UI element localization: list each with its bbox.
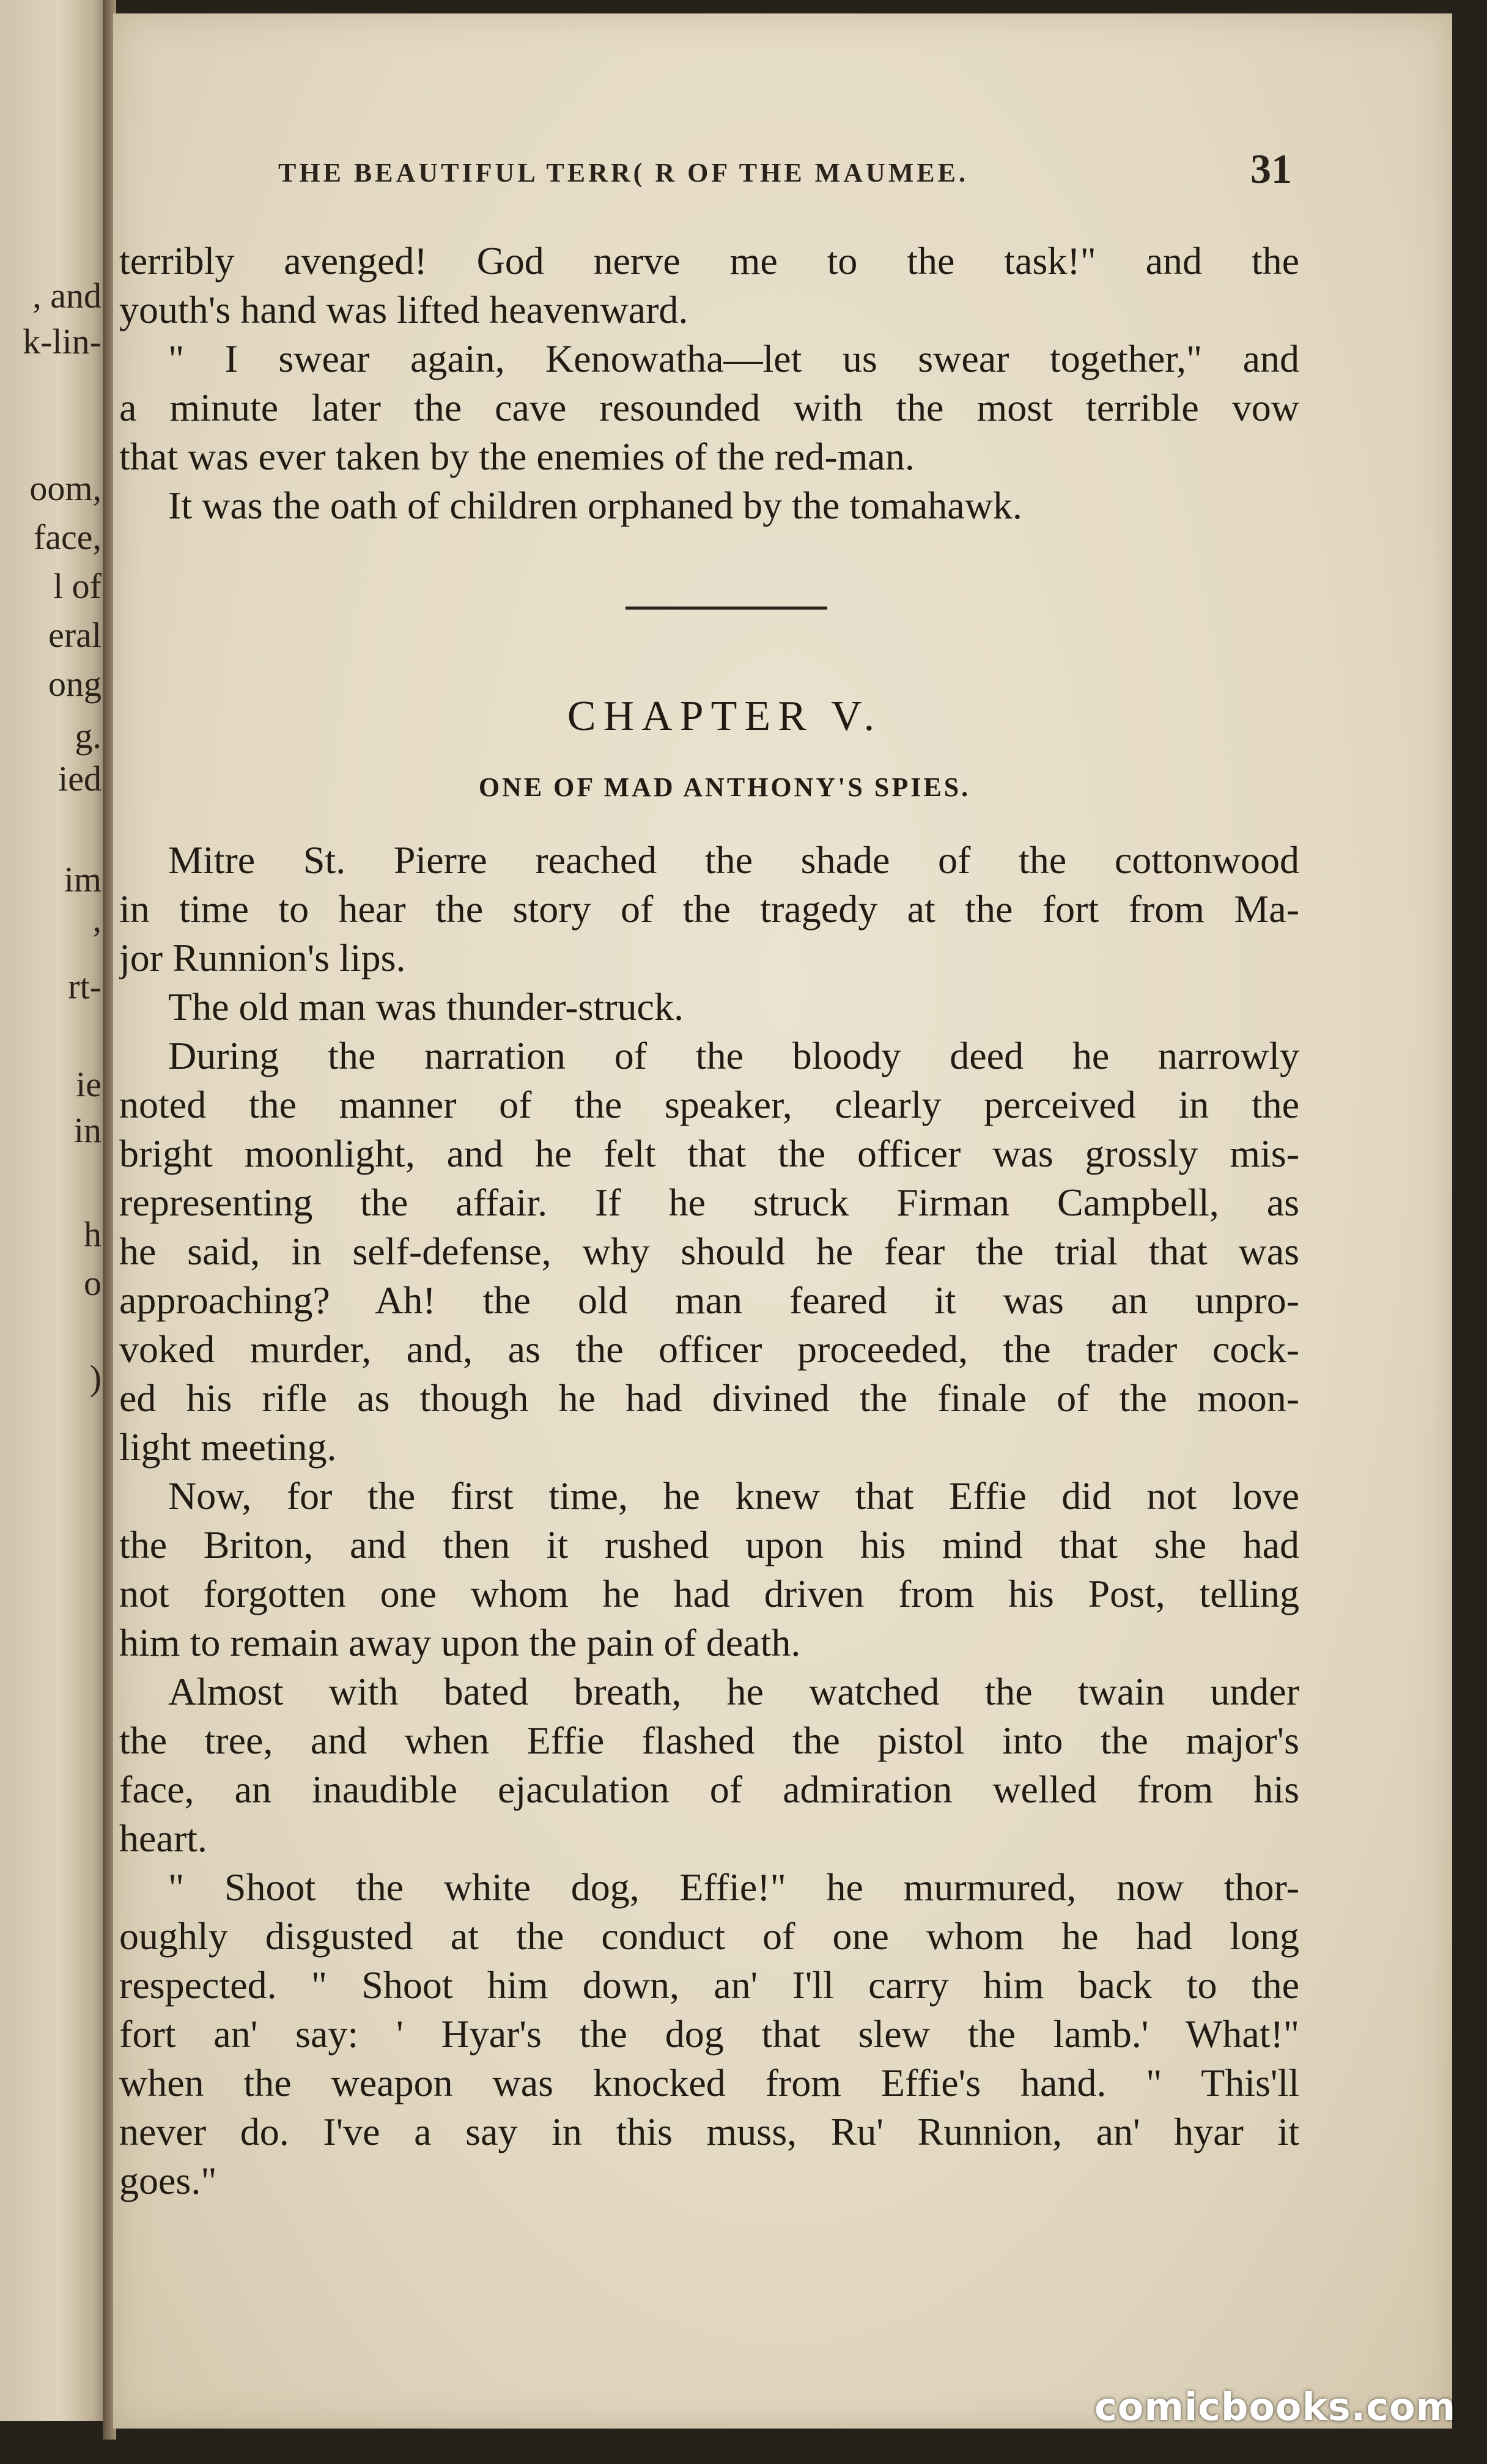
text-line: During the narration of the bloody deed he narrowly <box>168 1034 1299 1077</box>
section-rule <box>625 607 827 610</box>
facing-page-text-fragment: face, <box>33 517 101 557</box>
facing-page-text-fragment: k-lin- <box>23 322 101 361</box>
facing-page-text-fragment: im <box>64 860 101 899</box>
facing-page-text-fragment: ) <box>89 1358 101 1398</box>
facing-page-text-fragment: h <box>84 1214 101 1254</box>
facing-page-text-fragment: rt- <box>68 967 101 1006</box>
text-line: " I swear again, Kenowatha—let us swear together," and <box>168 337 1299 380</box>
facing-page-text-fragment: , and <box>32 276 101 315</box>
text-line: noted the manner of the speaker, clearly perceived in the <box>119 1083 1299 1126</box>
text-line: heart. <box>119 1817 207 1860</box>
text-line: bright moonlight, and he felt that the officer was grossly mis- <box>119 1132 1299 1175</box>
text-line: approaching? Ah! the old man feared it was an unpro- <box>119 1278 1299 1322</box>
text-line: fort an' say: ' Hyar's the dog that slew the lamb.' What!" <box>119 2012 1299 2056</box>
text-line: respected. " Shoot him down, an' I'll carry him back to the <box>119 1963 1299 2007</box>
text-line: not forgotten one whom he had driven from his Post, telling <box>119 1572 1299 1615</box>
text-line: never do. I've a say in this muss, Ru' Runnion, an' hyar it <box>119 2110 1299 2153</box>
page-number: 31 <box>1250 146 1292 192</box>
text-line: representing the affair. If he struck Firman Campbell, as <box>119 1181 1299 1224</box>
text-line: ed his rifle as though he had divined the finale of the moon- <box>119 1376 1299 1420</box>
text-line: face, an inaudible ejaculation of admiration welled from his <box>119 1768 1299 1811</box>
facing-page-text-fragment: , <box>92 899 101 939</box>
facing-page-text-fragment: oom, <box>29 468 101 508</box>
text-line: a minute later the cave resounded with the most terrible vow <box>119 386 1299 429</box>
text-line: he said, in self-defense, why should he fear the trial that was <box>119 1230 1299 1273</box>
text-line: youth's hand was lifted heavenward. <box>119 288 688 331</box>
text-line: the Briton, and then it rushed upon his mind that she had <box>119 1523 1299 1566</box>
facing-page-text-fragment: ied <box>58 759 101 799</box>
text-line: when the weapon was knocked from Effie's hand. " This'll <box>119 2061 1299 2104</box>
watermark-logo: comicbooks.com <box>1094 2385 1456 2429</box>
text-line: It was the oath of children orphaned by the tomahawk. <box>168 484 1022 527</box>
text-line: the tree, and when Effie flashed the pistol into the major's <box>119 1719 1299 1762</box>
text-line: voked murder, and, as the officer proceeded, the trader cock- <box>119 1327 1299 1371</box>
facing-page-text-fragment: l of <box>53 566 101 606</box>
text-line: in time to hear the story of the tragedy at the fort from Ma- <box>119 887 1299 931</box>
text-line: oughly disgusted at the conduct of one whom he had long <box>119 1914 1299 1958</box>
text-line: light meeting. <box>119 1425 337 1469</box>
text-line: terribly avenged! God nerve me to the task!" and the <box>119 239 1299 282</box>
facing-page-text-fragment: eral <box>48 615 101 655</box>
facing-page-text-fragment: in <box>73 1110 101 1150</box>
text-line: Mitre St. Pierre reached the shade of the cottonwood <box>168 838 1299 882</box>
facing-page-text-fragment: g. <box>75 716 101 756</box>
chapter-title: CHAPTER V. <box>567 693 882 740</box>
text-line: " Shoot the white dog, Effie!" he murmured, now thor- <box>168 1865 1299 1909</box>
text-line: goes." <box>119 2159 217 2202</box>
left-page-edge <box>0 0 109 2421</box>
text-line: that was ever taken by the enemies of the red-man. <box>119 435 915 478</box>
text-line: him to remain away upon the pain of death. <box>119 1621 801 1664</box>
facing-page-text-fragment: o <box>84 1263 101 1303</box>
text-line: jor Runnion's lips. <box>119 936 406 979</box>
book-page <box>113 13 1452 2429</box>
facing-page-text-fragment: ie <box>76 1064 101 1104</box>
chapter-subtitle: ONE OF MAD ANTHONY'S SPIES. <box>478 772 971 802</box>
text-line: The old man was thunder-struck. <box>168 985 684 1028</box>
facing-page-text-fragment: ong <box>48 664 101 704</box>
text-line: Now, for the first time, he knew that Effie did not love <box>168 1474 1299 1518</box>
running-head-title: THE BEAUTIFUL TERR( R OF THE MAUMEE. <box>278 158 969 188</box>
text-line: Almost with bated breath, he watched the twain under <box>168 1670 1299 1713</box>
